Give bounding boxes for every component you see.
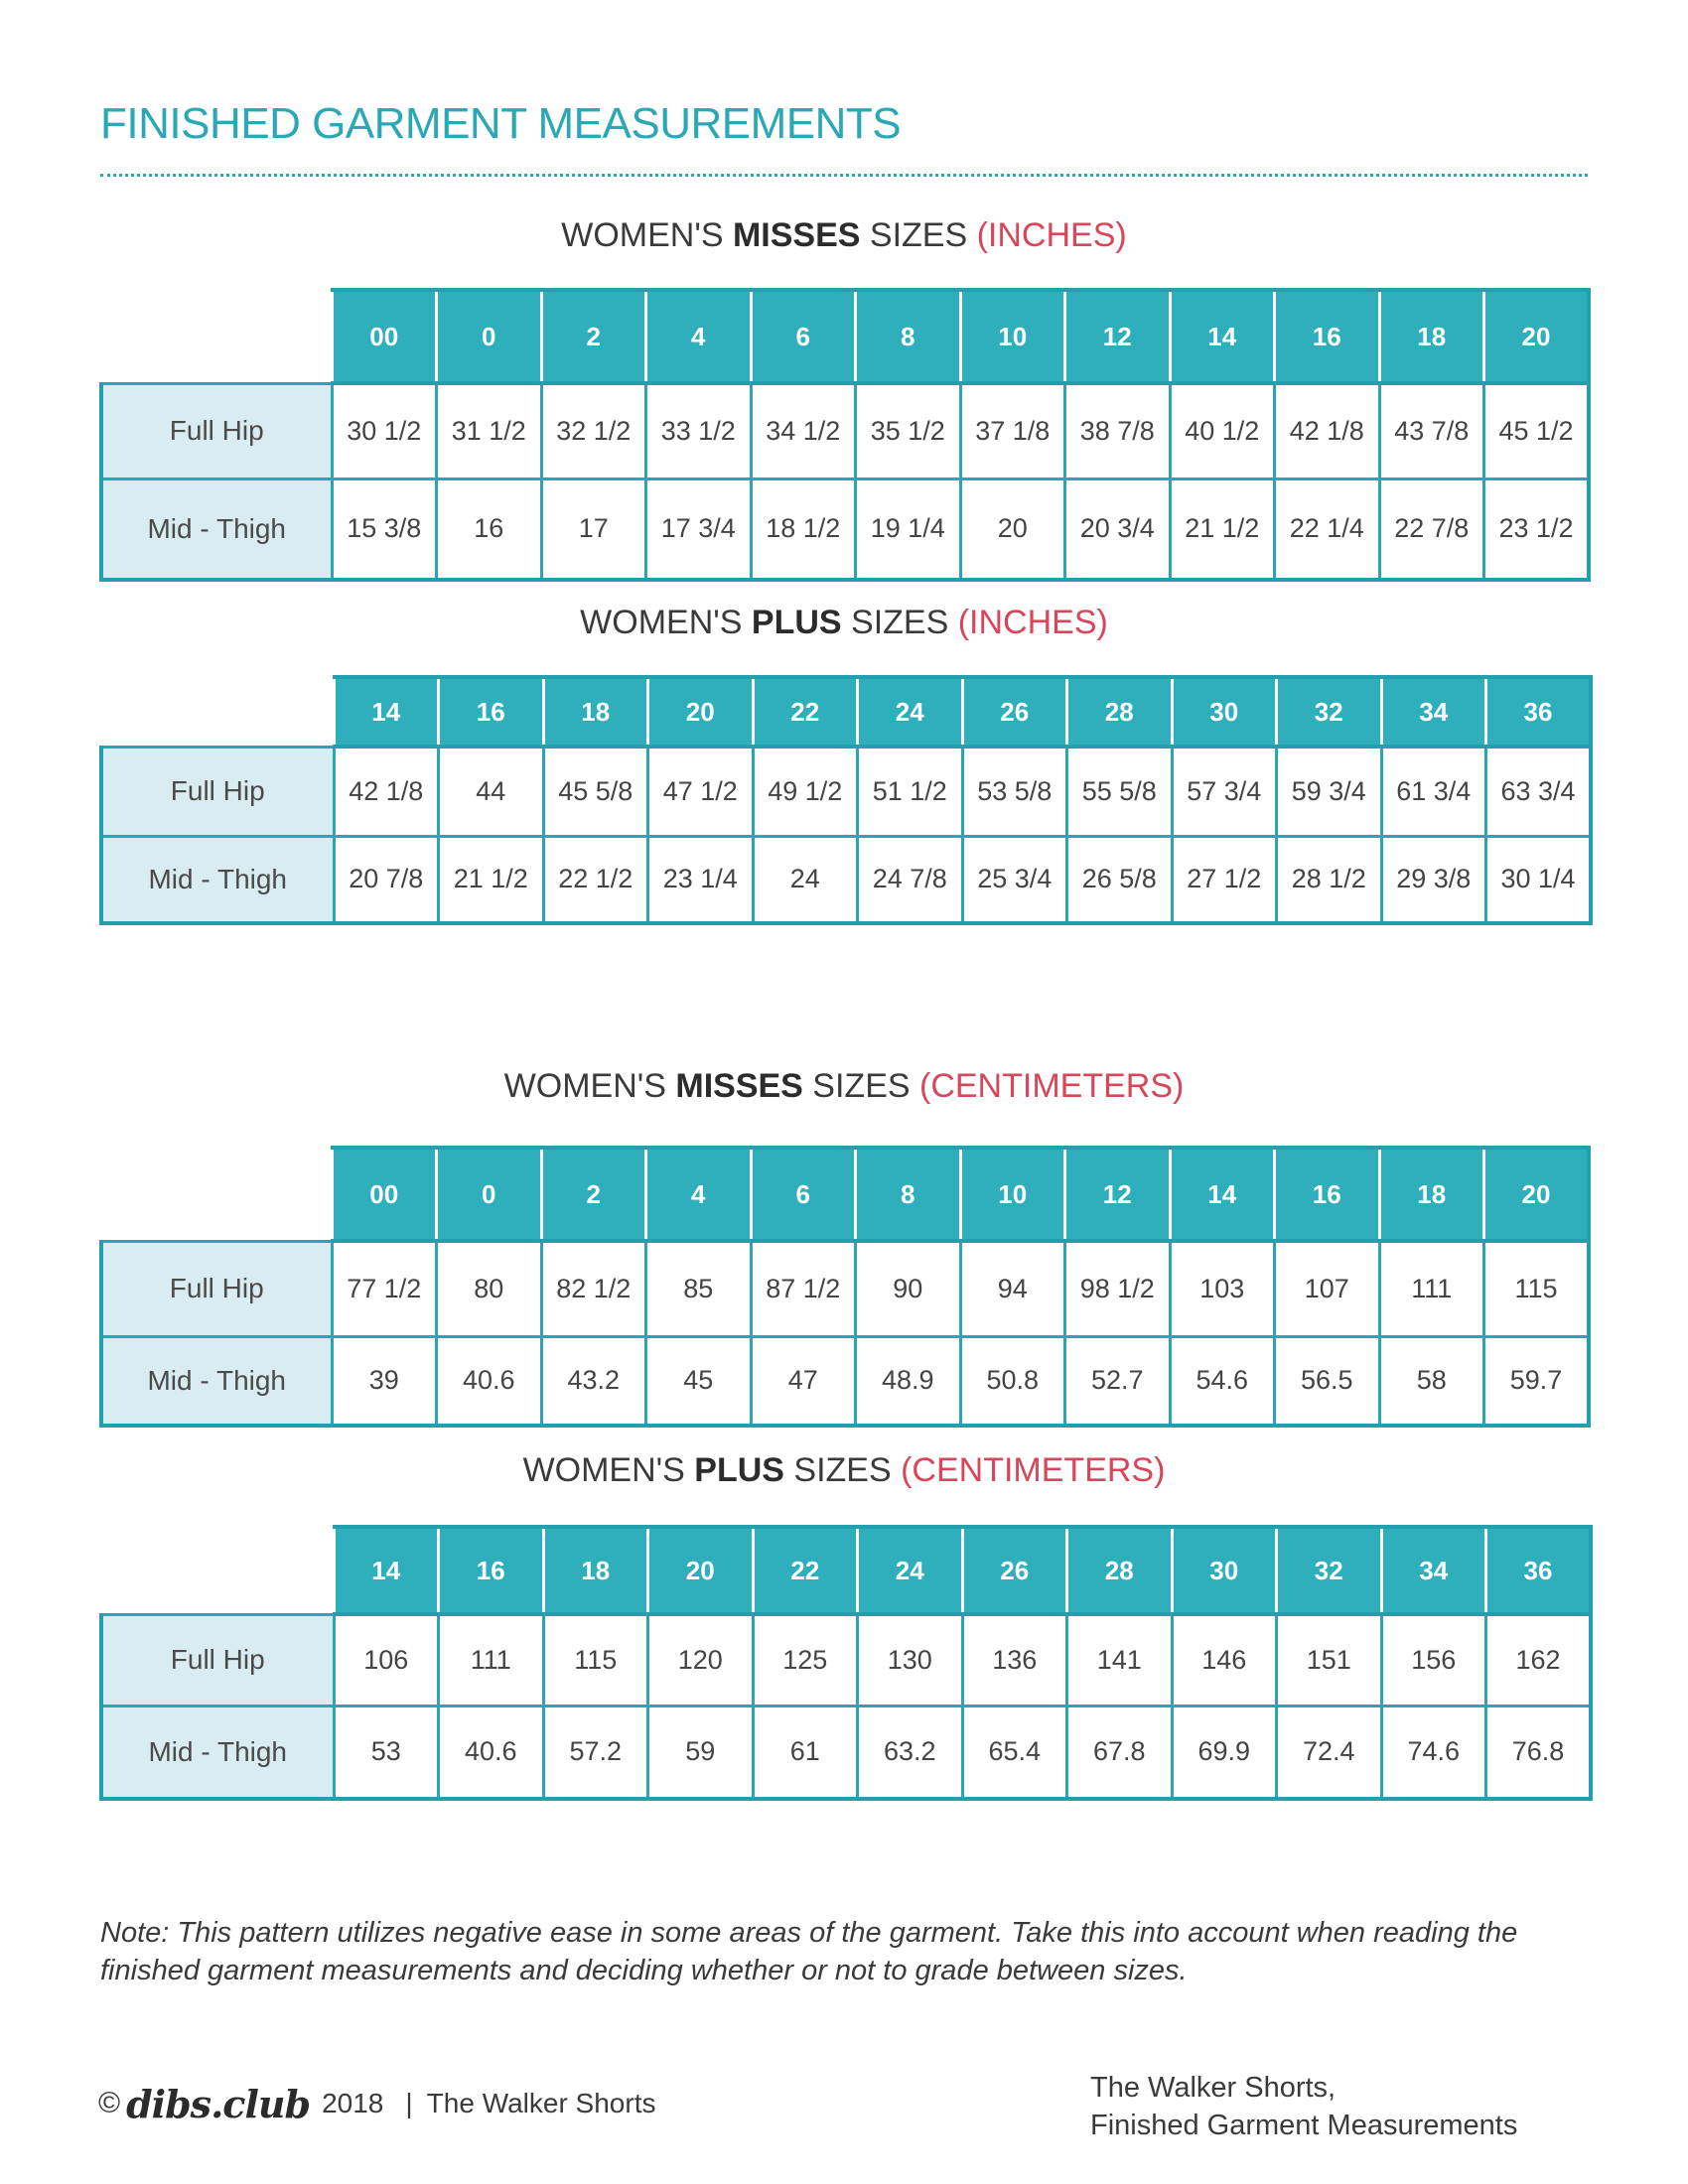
size-header: 6 [751, 1148, 856, 1241]
row-label: Mid - Thigh [101, 836, 334, 923]
section-heading-suffix: SIZES [841, 604, 958, 641]
measurement-cell: 56.5 [1275, 1336, 1380, 1426]
measurement-cell: 65.4 [962, 1706, 1067, 1799]
measurement-cell: 63.2 [858, 1706, 963, 1799]
size-header: 24 [858, 677, 963, 747]
measurement-cell: 111 [1379, 1241, 1484, 1336]
size-header: 18 [1379, 290, 1484, 383]
measurement-cell: 76.8 [1486, 1706, 1592, 1799]
section-heading-bold: PLUS [751, 604, 842, 641]
section-heading-suffix: SIZES [802, 1067, 919, 1105]
measurement-cell: 24 7/8 [858, 836, 963, 923]
measurement-cell: 87 1/2 [751, 1241, 856, 1336]
size-header: 18 [543, 1527, 648, 1614]
size-header: 18 [543, 677, 648, 747]
size-header: 0 [437, 1148, 542, 1241]
measurement-cell: 53 [334, 1706, 439, 1799]
measurement-cell: 55 5/8 [1067, 747, 1173, 836]
table-corner [101, 1148, 332, 1241]
size-header: 26 [962, 1527, 1067, 1614]
footer-credit [98, 2078, 655, 2129]
section-heading-prefix: WOMEN'S [503, 1067, 676, 1105]
size-header: 34 [1381, 1527, 1486, 1614]
size-header: 00 [332, 290, 437, 383]
section-heading-unit: (INCHES) [957, 604, 1108, 641]
measurement-cell: 141 [1067, 1614, 1173, 1706]
size-header: 26 [962, 677, 1067, 747]
section-heading-prefix: WOMEN'S [580, 604, 752, 641]
size-header: 14 [334, 1527, 439, 1614]
section-heading-unit: (INCHES) [976, 216, 1127, 254]
measurement-cell: 40 1/2 [1170, 383, 1275, 478]
measurement-cell: 30 1/2 [332, 383, 437, 478]
measurement-cell: 23 1/4 [648, 836, 754, 923]
size-header: 20 [648, 1527, 754, 1614]
size-header: 0 [437, 290, 542, 383]
size-header: 8 [856, 290, 961, 383]
measurement-cell: 50.8 [960, 1336, 1065, 1426]
table-row [101, 1706, 1591, 1799]
size-header: 6 [751, 290, 856, 383]
measurement-cell: 82 1/2 [541, 1241, 646, 1336]
section-heading [0, 216, 1688, 255]
measurement-cell: 20 7/8 [334, 836, 439, 923]
measurement-cell: 29 3/8 [1381, 836, 1486, 923]
measurement-cell: 45 1/2 [1484, 383, 1590, 478]
size-header: 12 [1065, 290, 1171, 383]
size-header: 4 [646, 1148, 752, 1241]
size-header: 16 [1275, 1148, 1380, 1241]
footer-document-title [1090, 2069, 1517, 2144]
measurement-cell: 58 [1379, 1336, 1484, 1426]
measurement-cell: 17 [541, 478, 646, 580]
measurement-cell: 162 [1486, 1614, 1592, 1706]
measurement-cell: 39 [332, 1336, 437, 1426]
section-heading-prefix: WOMEN'S [522, 1451, 695, 1489]
size-header: 4 [646, 290, 752, 383]
measurement-cell: 44 [439, 747, 544, 836]
measurement-cell: 98 1/2 [1065, 1241, 1171, 1336]
size-header: 30 [1172, 1527, 1277, 1614]
measurement-cell: 130 [858, 1614, 963, 1706]
measurement-cell: 43 7/8 [1379, 383, 1484, 478]
size-header: 16 [439, 677, 544, 747]
table-corner [101, 677, 334, 747]
section-heading-prefix: WOMEN'S [561, 216, 733, 254]
size-header: 2 [541, 1148, 646, 1241]
row-label: Mid - Thigh [101, 1336, 332, 1426]
size-header: 10 [960, 1148, 1065, 1241]
size-header: 12 [1065, 1148, 1171, 1241]
footer-pattern-name: The Walker Shorts [426, 2088, 656, 2118]
size-header: 32 [1277, 1527, 1382, 1614]
size-header: 8 [856, 1148, 961, 1241]
measurement-cell: 53 5/8 [962, 747, 1067, 836]
row-label: Full Hip [101, 383, 332, 478]
measurement-cell: 156 [1381, 1614, 1486, 1706]
measurement-cell: 146 [1172, 1614, 1277, 1706]
measurement-cell: 111 [439, 1614, 544, 1706]
section-heading-unit: (CENTIMETERS) [919, 1067, 1185, 1105]
size-header: 36 [1486, 677, 1592, 747]
section-heading-bold: MISSES [675, 1067, 803, 1105]
row-label: Full Hip [101, 1241, 332, 1336]
measurement-cell: 69.9 [1172, 1706, 1277, 1799]
measurement-cell: 16 [437, 478, 542, 580]
measurement-cell: 27 1/2 [1172, 836, 1277, 923]
measurement-cell: 74.6 [1381, 1706, 1486, 1799]
measurement-cell: 120 [648, 1614, 754, 1706]
measurement-cell: 51 1/2 [858, 747, 963, 836]
table-row [101, 1336, 1589, 1426]
footer-separator: | [405, 2088, 413, 2118]
row-label: Full Hip [101, 1614, 334, 1706]
size-header: 14 [1170, 1148, 1275, 1241]
measurement-cell: 40.6 [439, 1706, 544, 1799]
measurement-cell: 24 [753, 836, 858, 923]
table-row [101, 836, 1591, 923]
measurement-cell: 90 [856, 1241, 961, 1336]
measurement-cell: 94 [960, 1241, 1065, 1336]
measurement-cell: 22 7/8 [1379, 478, 1484, 580]
size-header: 14 [1170, 290, 1275, 383]
measurement-cell: 25 3/4 [962, 836, 1067, 923]
size-header: 22 [753, 1527, 858, 1614]
section-heading-unit: (CENTIMETERS) [901, 1451, 1166, 1489]
measurement-cell: 21 1/2 [439, 836, 544, 923]
measurement-cell: 103 [1170, 1241, 1275, 1336]
section-heading [0, 604, 1688, 642]
footer-right-line-2: Finished Garment Measurements [1090, 2110, 1518, 2141]
measurement-table [99, 675, 1593, 925]
note-text: Note: This pattern utilizes negative ease in some areas of the garment. Take this into account when reading the finished garment measurements and deciding whether or not to grade between sizes. [100, 1917, 1518, 1986]
measurement-cell: 47 [751, 1336, 856, 1426]
measurement-cell: 115 [1484, 1241, 1590, 1336]
section-heading [0, 1451, 1688, 1490]
brand-logo: dibs.club [126, 2081, 311, 2126]
size-header: 34 [1381, 677, 1486, 747]
measurement-cell: 28 1/2 [1277, 836, 1382, 923]
measurement-table [99, 288, 1591, 582]
measurement-cell: 23 1/2 [1484, 478, 1590, 580]
measurement-cell: 30 1/4 [1486, 836, 1592, 923]
size-header: 28 [1067, 1527, 1173, 1614]
table-row [101, 383, 1589, 478]
size-header: 32 [1277, 677, 1382, 747]
title-divider [100, 174, 1588, 177]
measurement-cell: 18 1/2 [751, 478, 856, 580]
table-row [101, 478, 1589, 580]
measurement-cell: 57.2 [543, 1706, 648, 1799]
measurement-table [99, 1525, 1593, 1801]
size-header: 20 [1484, 290, 1590, 383]
size-header: 22 [753, 677, 858, 747]
measurement-cell: 59.7 [1484, 1336, 1590, 1426]
section-heading-suffix: SIZES [783, 1451, 902, 1489]
measurement-cell: 59 [648, 1706, 754, 1799]
measurement-cell: 57 3/4 [1172, 747, 1277, 836]
measurement-cell: 35 1/2 [856, 383, 961, 478]
measurement-cell: 22 1/4 [1275, 478, 1380, 580]
measurement-cell: 136 [962, 1614, 1067, 1706]
measurement-cell: 42 1/8 [1275, 383, 1380, 478]
size-header: 18 [1379, 1148, 1484, 1241]
measurement-cell: 17 3/4 [646, 478, 752, 580]
measurement-cell: 32 1/2 [541, 383, 646, 478]
measurement-cell: 42 1/8 [334, 747, 439, 836]
table-corner [101, 290, 332, 383]
size-header: 14 [334, 677, 439, 747]
copyright-symbol: © [98, 2087, 121, 2119]
measurement-cell: 59 3/4 [1277, 747, 1382, 836]
measurement-cell: 21 1/2 [1170, 478, 1275, 580]
table-corner [101, 1527, 334, 1614]
measurement-cell: 33 1/2 [646, 383, 752, 478]
section-heading [0, 1067, 1688, 1106]
row-label: Mid - Thigh [101, 1706, 334, 1799]
page-title: FINISHED GARMENT MEASUREMENTS [100, 99, 902, 148]
size-header: 20 [1484, 1148, 1590, 1241]
measurement-cell: 125 [753, 1614, 858, 1706]
section-heading-suffix: SIZES [860, 216, 977, 254]
measurement-cell: 52.7 [1065, 1336, 1171, 1426]
footer-right-line-1: The Walker Shorts, [1090, 2072, 1336, 2104]
size-header: 2 [541, 290, 646, 383]
measurement-cell: 34 1/2 [751, 383, 856, 478]
measurement-cell: 45 5/8 [543, 747, 648, 836]
measurement-cell: 47 1/2 [648, 747, 754, 836]
size-header: 10 [960, 290, 1065, 383]
size-header: 30 [1172, 677, 1277, 747]
measurement-cell: 48.9 [856, 1336, 961, 1426]
measurement-cell: 37 1/8 [960, 383, 1065, 478]
measurement-cell: 115 [543, 1614, 648, 1706]
size-header: 36 [1486, 1527, 1592, 1614]
measurement-cell: 45 [646, 1336, 752, 1426]
measurement-cell: 26 5/8 [1067, 836, 1173, 923]
measurement-cell: 63 3/4 [1486, 747, 1592, 836]
measurement-cell: 19 1/4 [856, 478, 961, 580]
measurement-cell: 67.8 [1067, 1706, 1173, 1799]
measurement-cell: 49 1/2 [753, 747, 858, 836]
measurement-cell: 20 [960, 478, 1065, 580]
footer-year: 2018 [322, 2088, 384, 2118]
measurement-cell: 20 3/4 [1065, 478, 1171, 580]
measurement-cell: 43.2 [541, 1336, 646, 1426]
size-header: 00 [332, 1148, 437, 1241]
measurement-cell: 61 [753, 1706, 858, 1799]
measurement-cell: 107 [1275, 1241, 1380, 1336]
measurement-cell: 106 [334, 1614, 439, 1706]
measurement-cell: 85 [646, 1241, 752, 1336]
table-row [101, 747, 1591, 836]
measurement-cell: 77 1/2 [332, 1241, 437, 1336]
measurement-cell: 151 [1277, 1614, 1382, 1706]
measurement-cell: 22 1/2 [543, 836, 648, 923]
measurement-table [99, 1146, 1591, 1428]
measurement-cell: 31 1/2 [437, 383, 542, 478]
size-header: 24 [858, 1527, 963, 1614]
measurement-cell: 54.6 [1170, 1336, 1275, 1426]
size-header: 16 [439, 1527, 544, 1614]
section-heading-bold: MISSES [732, 216, 861, 254]
measurement-cell: 80 [437, 1241, 542, 1336]
table-row [101, 1241, 1589, 1336]
table-row [101, 1614, 1591, 1706]
size-header: 16 [1275, 290, 1380, 383]
row-label: Full Hip [101, 747, 334, 836]
size-header: 28 [1067, 677, 1173, 747]
measurement-cell: 40.6 [437, 1336, 542, 1426]
section-heading-bold: PLUS [694, 1451, 784, 1489]
measurement-cell: 15 3/8 [332, 478, 437, 580]
row-label: Mid - Thigh [101, 478, 332, 580]
measurement-cell: 38 7/8 [1065, 383, 1171, 478]
measurement-cell: 72.4 [1277, 1706, 1382, 1799]
measurement-cell: 61 3/4 [1381, 747, 1486, 836]
size-header: 20 [648, 677, 754, 747]
